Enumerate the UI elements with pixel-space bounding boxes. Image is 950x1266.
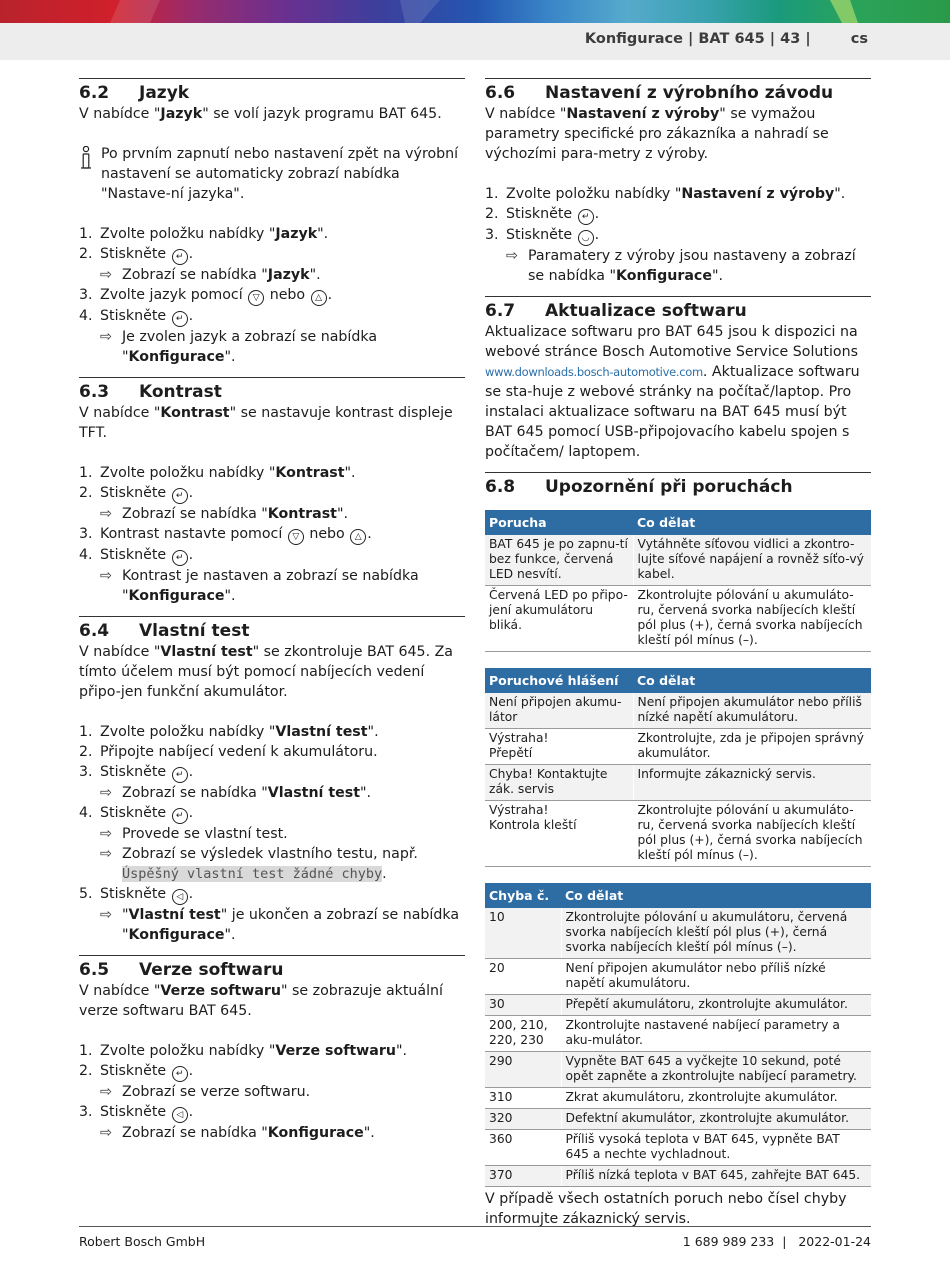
doc-date: 2022-01-24 [798, 1234, 871, 1249]
enter-key-icon: ↵ [578, 209, 594, 225]
up-key-icon: △ [350, 529, 366, 545]
brand-color-band [0, 0, 950, 23]
step: 1. Zvolte položku nabídky "Nastavení z výroby". [485, 186, 846, 202]
fault-table [485, 510, 871, 652]
section-intro: V nabídce "Jazyk" se volí jazyk programu BAT 645. [79, 106, 442, 122]
section-intro: V nabídce "Verze softwaru" se zobrazuje aktuální verze softwaru BAT 645. [79, 983, 443, 1019]
footer-info [683, 1234, 871, 1249]
section-intro: V nabídce "Vlastní test" se zkontroluje BAT 645. Za tímto účelem musí být pomocí nabíjecích vedení připo-jen funkční akumulátor. [79, 644, 454, 700]
result-arrow-icon: ⇨ [506, 248, 518, 264]
table-row: 360 Příliš vysoká teplota v BAT 645, vypněte BAT 645 a nechte vychladnout. [485, 1130, 871, 1166]
step-result: ⇨ Zobrazí se výsledek vlastního testu, např. Úspěšný vlastní test žádné chyby. [100, 846, 418, 882]
footer-separator: | [782, 1234, 787, 1249]
step: 5. Stiskněte ◁ . [79, 884, 465, 905]
result-arrow-icon: ⇨ [100, 846, 112, 862]
result-arrow-icon: ⇨ [100, 329, 112, 345]
section-6-6 [485, 78, 871, 286]
ok-key-icon: ◡ [578, 230, 594, 246]
table-row: Červená LED po připo-jení akumulátoru bliká. Zkontrolujte pólování u akumuláto-ru, červená svorka nabíjecích kleští pól plus (+), černá svorka nabíjecích kleští pól mínus (–). [485, 586, 871, 652]
section-6-3 [79, 377, 465, 606]
result-arrow-icon: ⇨ [100, 826, 112, 842]
table-row: 200, 210, 220, 230 Zkontrolujte nastavené nabíjecí parametry a aku-mulátor. [485, 1016, 871, 1052]
step: 2. Stiskněte ↵ . [79, 483, 465, 504]
step: 2. Stiskněte ↵ . [485, 204, 871, 225]
section-heading: 6.3 Kontrast [79, 382, 222, 402]
result-arrow-icon: ⇨ [100, 267, 112, 283]
result-arrow-icon: ⇨ [100, 1125, 112, 1141]
enter-key-icon: ↵ [172, 1066, 188, 1082]
closing-text: V případě všech ostatních poruch nebo čísel chyby informujte zákaznický servis. [485, 1191, 847, 1227]
section-6-7 [485, 296, 871, 462]
section-heading: 6.2 Jazyk [79, 83, 190, 103]
download-link[interactable]: www.downloads.bosch-automotive.com [485, 365, 703, 379]
step: 1. Zvolte položku nabídky "Kontrast". [79, 465, 356, 481]
step-result: ⇨ "Vlastní test" je ukončen a zobrazí se nabídka "Konfigurace". [100, 907, 460, 943]
result-arrow-icon: ⇨ [100, 568, 112, 584]
table-row: Výstraha! Kontrola kleští Zkontrolujte pólování u akumuláto-ru, červená svorka nabíjecích kleští pól plus (+), černá svorka nabíjecích kleští pól mínus (–). [485, 801, 871, 867]
doc-number: 1 689 989 233 [682, 1234, 775, 1249]
column-header: Co dělat [633, 510, 871, 535]
step: 4. Stiskněte ↵ . [79, 545, 465, 566]
step: 2. Stiskněte ↵ . [79, 244, 465, 265]
section-6-5 [79, 955, 465, 1143]
step-result: ⇨ Provede se vlastní test. [100, 826, 288, 842]
enter-key-icon: ↵ [172, 249, 188, 265]
info-note [79, 144, 465, 204]
right-column [485, 78, 871, 1229]
step-result: ⇨ Paramatery z výroby jsou nastaveny a zobrazí se nabídka "Konfigurace". [506, 248, 856, 284]
step: 3. Stiskněte ↵ . [79, 762, 465, 783]
table-row: 370 Příliš nízká teplota v BAT 645, zahřejte BAT 645. [485, 1166, 871, 1187]
result-arrow-icon: ⇨ [100, 506, 112, 522]
enter-key-icon: ↵ [172, 808, 188, 824]
step-result: ⇨ Je zvolen jazyk a zobrazí se nabídka "Konfigurace". [100, 329, 378, 365]
table-row: 320 Defektní akumulátor, zkontrolujte akumulátor. [485, 1109, 871, 1130]
header-lang: cs [850, 31, 868, 47]
column-header: Poruchové hlášení [485, 668, 633, 693]
result-arrow-icon: ⇨ [100, 785, 112, 801]
column-header: Porucha [485, 510, 633, 535]
section-heading: 6.8 Upozornění při poruchách [485, 477, 793, 497]
section-intro: V nabídce "Nastavení z výroby" se vymažou parametry specifické pro zákazníka a nahradí se výchozími para-metry z výroby. [485, 106, 829, 162]
enter-key-icon: ↵ [172, 488, 188, 504]
column-header: Chyba č. [485, 883, 561, 908]
step: 1. Zvolte položku nabídky "Vlastní test". [79, 724, 379, 740]
step-result: ⇨ Zobrazí se verze softwaru. [100, 1084, 311, 1100]
step-result: ⇨ Zobrazí se nabídka "Kontrast". [100, 506, 349, 522]
step: 3. Stiskněte ◁ . [79, 1102, 465, 1123]
down-key-icon: ▽ [248, 290, 264, 306]
section-6-8 [485, 472, 871, 1229]
step: 4. Stiskněte ↵ . [79, 803, 465, 824]
section-intro: V nabídce "Kontrast" se nastavuje kontrast displeje TFT. [79, 405, 453, 441]
enter-key-icon: ↵ [172, 767, 188, 783]
step-result: ⇨ Kontrast je nastaven a zobrazí se nabídka "Konfigurace". [100, 568, 419, 604]
section-text: Aktualizace softwaru pro BAT 645 jsou k dispozici na webové stránce Bosch Automotive Service Solutions www.downloads.bosch-automotive.com. Aktualizace softwaru se sta-huje z webové stránky na počítač/laptop. Pro instalaci aktualizace softwaru na BAT 645 musí být BAT 645 pomocí USB-připojovacího kabelu spojen s počítačem/ laptopem. [485, 324, 860, 460]
header-title: Konfigurace | BAT 645 | 43 | [584, 31, 811, 47]
step: 3. Stiskněte ◡ . [485, 225, 871, 246]
table-row: 10 Zkontrolujte pólování u akumulátoru, červená svorka nabíjecích kleští pól plus (+), černá svorka nabíjecích kleští pól mínus (–). [485, 908, 871, 959]
result-arrow-icon: ⇨ [100, 1084, 112, 1100]
section-6-2 [79, 78, 465, 367]
column-header: Co dělat [561, 883, 871, 908]
back-key-icon: ◁ [172, 889, 188, 905]
left-column [79, 78, 465, 1153]
info-icon [79, 144, 101, 204]
error-code-table [485, 883, 871, 1187]
table-row: BAT 645 je po zapnu-tí bez funkce, červená LED nesvítí. Vytáhněte síťovou vidlici a zkontro-lujte síťové napájení a rovněž síťo-vý kabel. [485, 535, 871, 586]
table-row: Chyba! Kontaktujte zák. servis Informujte zákaznický servis. [485, 765, 871, 801]
footer-rule [79, 1226, 871, 1227]
down-key-icon: ▽ [288, 529, 304, 545]
step: 3. Kontrast nastavte pomocí ▽ nebo △ . [79, 524, 465, 545]
enter-key-icon: ↵ [172, 311, 188, 327]
result-arrow-icon: ⇨ [100, 907, 112, 923]
footer-company: Robert Bosch GmbH [79, 1234, 206, 1249]
section-6-4 [79, 616, 465, 945]
up-key-icon: △ [311, 290, 327, 306]
step: 4. Stiskněte ↵ . [79, 306, 465, 327]
table-row: 20 Není připojen akumulátor nebo příliš nízké napětí akumulátoru. [485, 959, 871, 995]
step: 1. Zvolte položku nabídky "Verze softwaru". [79, 1043, 407, 1059]
back-key-icon: ◁ [172, 1107, 188, 1123]
section-heading: 6.5 Verze softwaru [79, 960, 284, 980]
table-row: Výstraha! Přepětí Zkontrolujte, zda je připojen správný akumulátor. [485, 729, 871, 765]
table-row: 30 Přepětí akumulátoru, zkontrolujte akumulátor. [485, 995, 871, 1016]
table-row: 290 Vypněte BAT 645 a vyčkejte 10 sekund, poté opět zapněte a zkontrolujte nabíjecí parametry. [485, 1052, 871, 1088]
fault-message-table [485, 668, 871, 867]
enter-key-icon: ↵ [172, 550, 188, 566]
section-heading: 6.4 Vlastní test [79, 621, 250, 641]
note-text: Po prvním zapnutí nebo nastavení zpět na výrobní nastavení se automaticky zobrazí nabídka "Nastave-ní jazyka". [101, 146, 459, 202]
step: 1. Zvolte položku nabídky "Jazyk". [79, 226, 329, 242]
step: 3. Zvolte jazyk pomocí ▽ nebo △ . [79, 285, 465, 306]
step: 2. Připojte nabíjecí vedení k akumulátoru. [79, 744, 378, 760]
running-header [585, 31, 868, 47]
step-result: ⇨ Zobrazí se nabídka "Konfigurace". [100, 1125, 375, 1141]
step-result: ⇨ Zobrazí se nabídka "Jazyk". [100, 267, 321, 283]
step-result: ⇨ Zobrazí se nabídka "Vlastní test". [100, 785, 372, 801]
column-header: Co dělat [633, 668, 871, 693]
table-row: Není připojen akumu-látor Není připojen akumulátor nebo příliš nízké napětí akumulátoru. [485, 693, 871, 729]
display-message: Úspěšný vlastní test žádné chyby [122, 866, 383, 882]
section-heading: 6.6 Nastavení z výrobního závodu [485, 83, 834, 103]
section-heading: 6.7 Aktualizace softwaru [485, 301, 747, 321]
step: 2. Stiskněte ↵ . [79, 1061, 465, 1082]
table-row: 310 Zkrat akumulátoru, zkontrolujte akumulátor. [485, 1088, 871, 1109]
